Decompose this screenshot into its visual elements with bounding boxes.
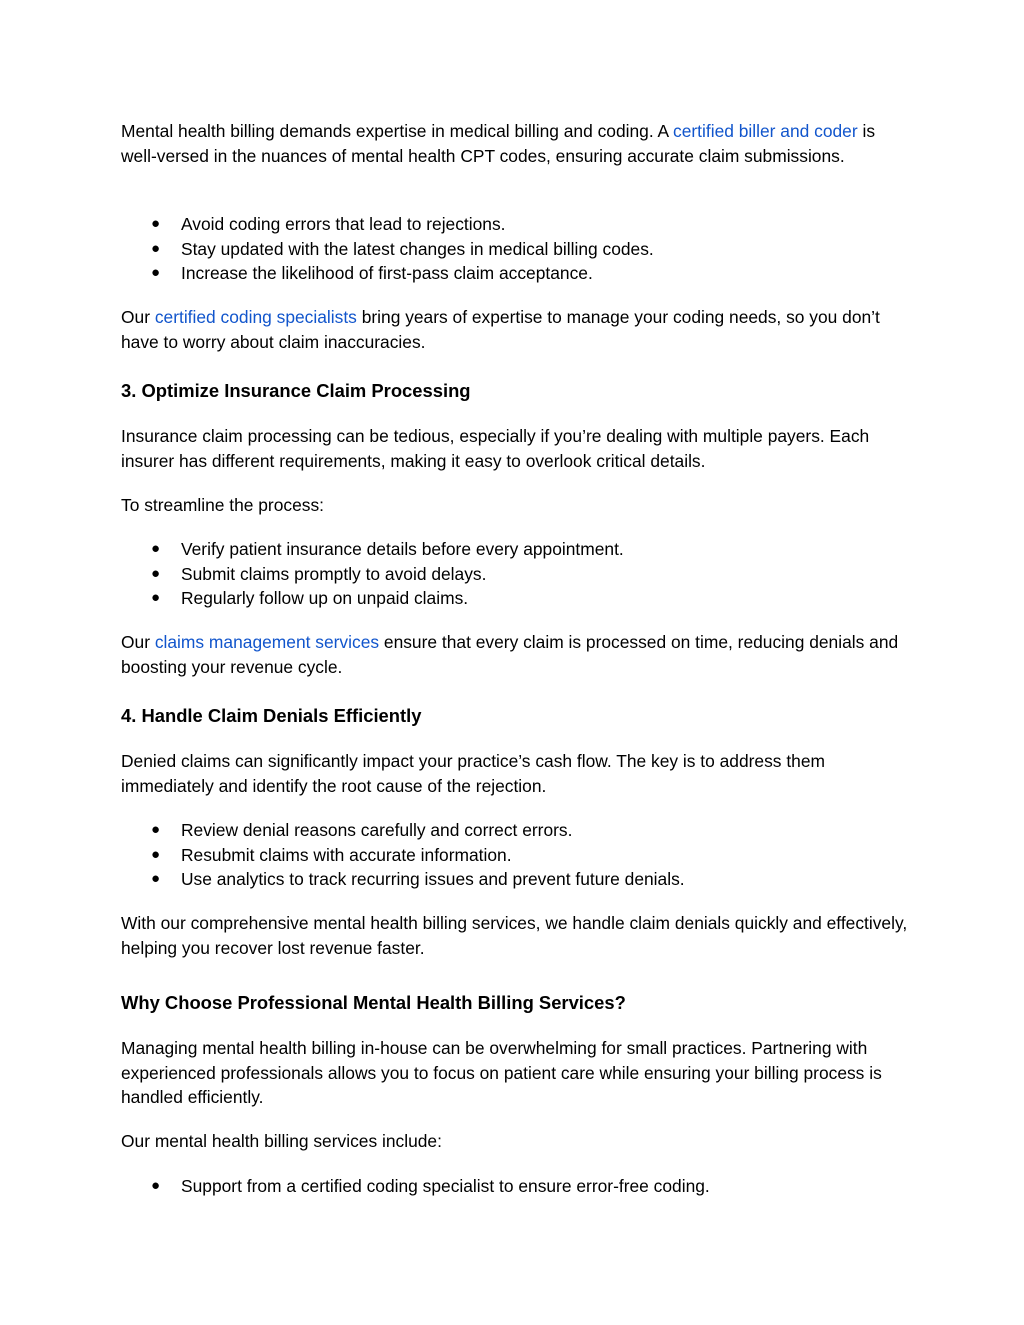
list-item (121, 867, 911, 892)
section-3-closing-suffix: ensure that every claim is processed on time, reducing denials and boosting your revenue cycle. (121, 632, 899, 677)
list-item-text: Submit claims promptly to avoid delays. (181, 563, 487, 584)
list-item (121, 818, 911, 843)
section-4-heading: 4. Handle Claim Denials Efficiently (121, 705, 422, 726)
list-item-text: Stay updated with the latest changes in medical billing codes. (181, 238, 654, 259)
list-item (121, 212, 911, 237)
why-choose-heading: Why Choose Professional Mental Health Billing Services? (121, 992, 626, 1013)
bullet-icon: ● (151, 845, 161, 863)
bullet-icon: ● (151, 589, 161, 606)
list-item-text: Avoid coding errors that lead to rejections. (181, 214, 506, 234)
bullet-icon: ● (151, 239, 161, 257)
bullet-icon: ● (151, 1177, 161, 1194)
services-list (121, 1174, 911, 1199)
intro-text-after: is well-versed in the nuances of mental health CPT codes, ensuring accurate claim submissions. (121, 121, 876, 166)
section-4-list (121, 818, 911, 892)
coding-specialists-paragraph (121, 305, 911, 354)
intro-paragraph (121, 119, 911, 168)
list-item (121, 1174, 911, 1199)
section-3-paragraph-2: To streamline the process: (121, 495, 324, 515)
list-item-text: Regularly follow up on unpaid claims. (181, 588, 469, 608)
bullet-icon: ● (151, 540, 161, 557)
list-item-text: Review denial reasons carefully and correct errors. (181, 820, 573, 840)
intro-text-before: Mental health billing demands expertise in medical billing and coding. A (121, 121, 674, 141)
why-choose-paragraph-1: Managing mental health billing in-house can be overwhelming for small practices. Partnering with experienced professionals allows you to focus on patient care while ensuring your billing process is handled efficiently. (121, 1038, 882, 1107)
list-item (121, 537, 911, 562)
list-item (121, 586, 911, 611)
section-4-closing-paragraph: With our comprehensive mental health billing services, we handle claim denials quickly and effectively, helping you recover lost revenue faster. (121, 913, 908, 958)
list-item-text: Verify patient insurance details before every appointment. (181, 539, 624, 559)
section-3-heading: 3. Optimize Insurance Claim Processing (121, 380, 471, 401)
list-item (121, 562, 911, 587)
claims-management-services-link[interactable]: claims management services (154, 632, 380, 652)
list-item-text: Support from a certified coding specialist to ensure error-free coding. (181, 1176, 710, 1196)
bullet-icon: ● (151, 564, 161, 582)
section-3-list (121, 537, 911, 611)
certified-coding-specialists-link[interactable]: certified coding specialists (154, 307, 357, 327)
coding-para-suffix: bring years of expertise to manage your coding needs, so you don’t have to worry about claim inaccuracies. (121, 307, 880, 352)
list-item (121, 237, 911, 262)
list-item-text: Use analytics to track recurring issues and prevent future denials. (181, 869, 685, 889)
bullet-icon: ● (151, 821, 161, 838)
section-3-closing-paragraph (121, 630, 911, 679)
section-4-paragraph-1: Denied claims can significantly impact your practice’s cash flow. The key is to address them immediately and identify the root cause of the rejection. (121, 751, 825, 796)
list-item (121, 261, 911, 286)
section-3-closing-prefix: Our (121, 632, 155, 652)
list-item (121, 843, 911, 868)
bullet-icon: ● (151, 870, 161, 887)
bullet-icon: ● (151, 215, 161, 232)
list-item-text: Resubmit claims with accurate information. (181, 844, 512, 865)
why-choose-paragraph-2: Our mental health billing services include: (121, 1131, 442, 1151)
coding-para-prefix: Our (121, 307, 155, 327)
section-3-paragraph-1: Insurance claim processing can be tedious, especially if you’re dealing with multiple payers. Each insurer has different requirements, making it easy to overlook critical details. (121, 426, 870, 471)
certified-biller-link[interactable]: certified biller and coder (673, 121, 858, 141)
coding-benefits-list (121, 212, 911, 286)
bullet-icon: ● (151, 264, 161, 281)
list-item-text: Increase the likelihood of first-pass claim acceptance. (181, 263, 593, 283)
